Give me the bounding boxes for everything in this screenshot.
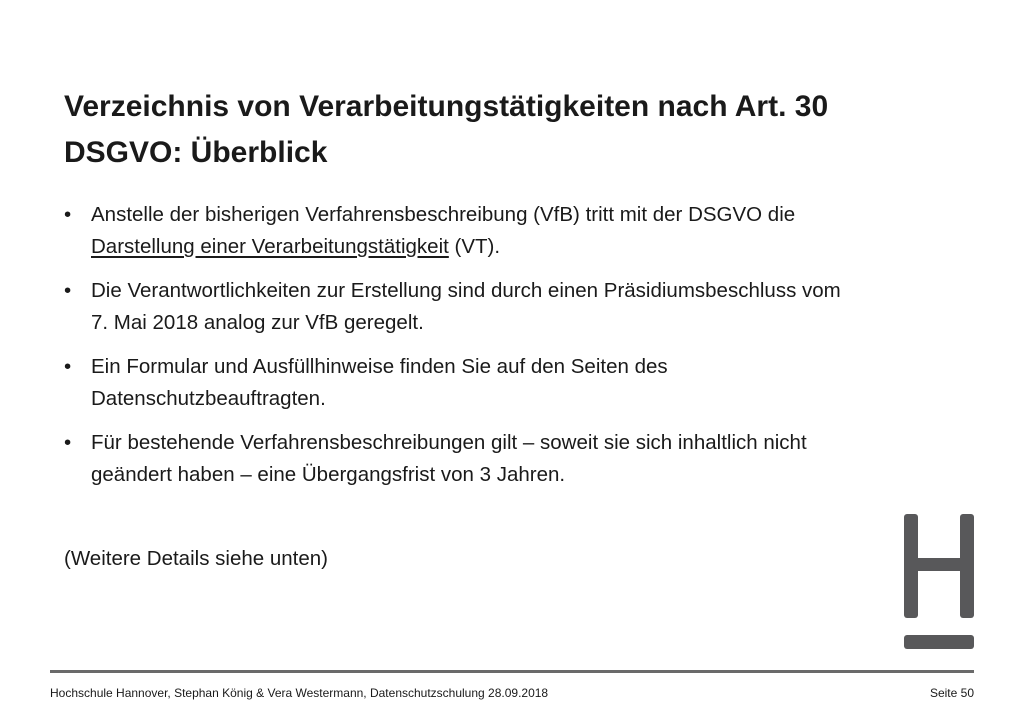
- bullet-4-line-1: Für bestehende Verfahrensbeschreibungen gilt – soweit sie sich inhaltlich nicht: [91, 431, 807, 454]
- bullet-item-2: [64, 275, 994, 339]
- bullet-3-line-1: Ein Formular und Ausfüllhinweise finden Sie auf den Seiten des: [91, 355, 668, 378]
- slide-title: [64, 84, 1004, 176]
- bullet-1-line-1: Anstelle der bisherigen Verfahrensbeschreibung (VfB) tritt mit der DSGVO die: [91, 203, 796, 226]
- bullet-dot-icon: •: [64, 431, 72, 454]
- logo-underline: [904, 635, 974, 649]
- bullet-dot-icon: •: [64, 279, 72, 302]
- bullet-list: [64, 199, 994, 503]
- bullet-dot-icon: •: [64, 355, 72, 378]
- footer-divider: [50, 670, 974, 673]
- details-note: (Weitere Details siehe unten): [64, 547, 328, 570]
- bullet-1-line-2-end: (VT).: [448, 235, 501, 258]
- bullet-1-underlined-term: Darstellung einer Verarbeitungstätigkeit: [91, 235, 449, 258]
- slide-title-line-2: DSGVO: Überblick: [64, 136, 328, 169]
- bullet-item-4: [64, 427, 994, 491]
- logo-crossbar: [904, 558, 974, 571]
- bullet-2-line-2: 7. Mai 2018 analog zur VfB geregelt.: [91, 311, 424, 334]
- footer-credits: Hochschule Hannover, Stephan König & Vera Westermann, Datenschutzschulung 28.09.2018: [50, 686, 549, 700]
- bullet-dot-icon: •: [64, 203, 72, 226]
- bullet-3-line-2: Datenschutzbeauftragten.: [91, 387, 326, 410]
- bullet-item-3: [64, 351, 994, 415]
- slide-title-line-1: Verzeichnis von Verarbeitungstätigkeiten nach Art. 30: [64, 90, 829, 123]
- page-number: Seite 50: [929, 686, 974, 700]
- bullet-item-1: [64, 199, 994, 263]
- bullet-4-line-2: geändert haben – eine Übergangsfrist von 3 Jahren.: [91, 463, 566, 486]
- hochschule-logo-icon: [904, 514, 976, 652]
- bullet-2-line-1: Die Verantwortlichkeiten zur Erstellung sind durch einen Präsidiumsbeschluss vom: [91, 279, 841, 302]
